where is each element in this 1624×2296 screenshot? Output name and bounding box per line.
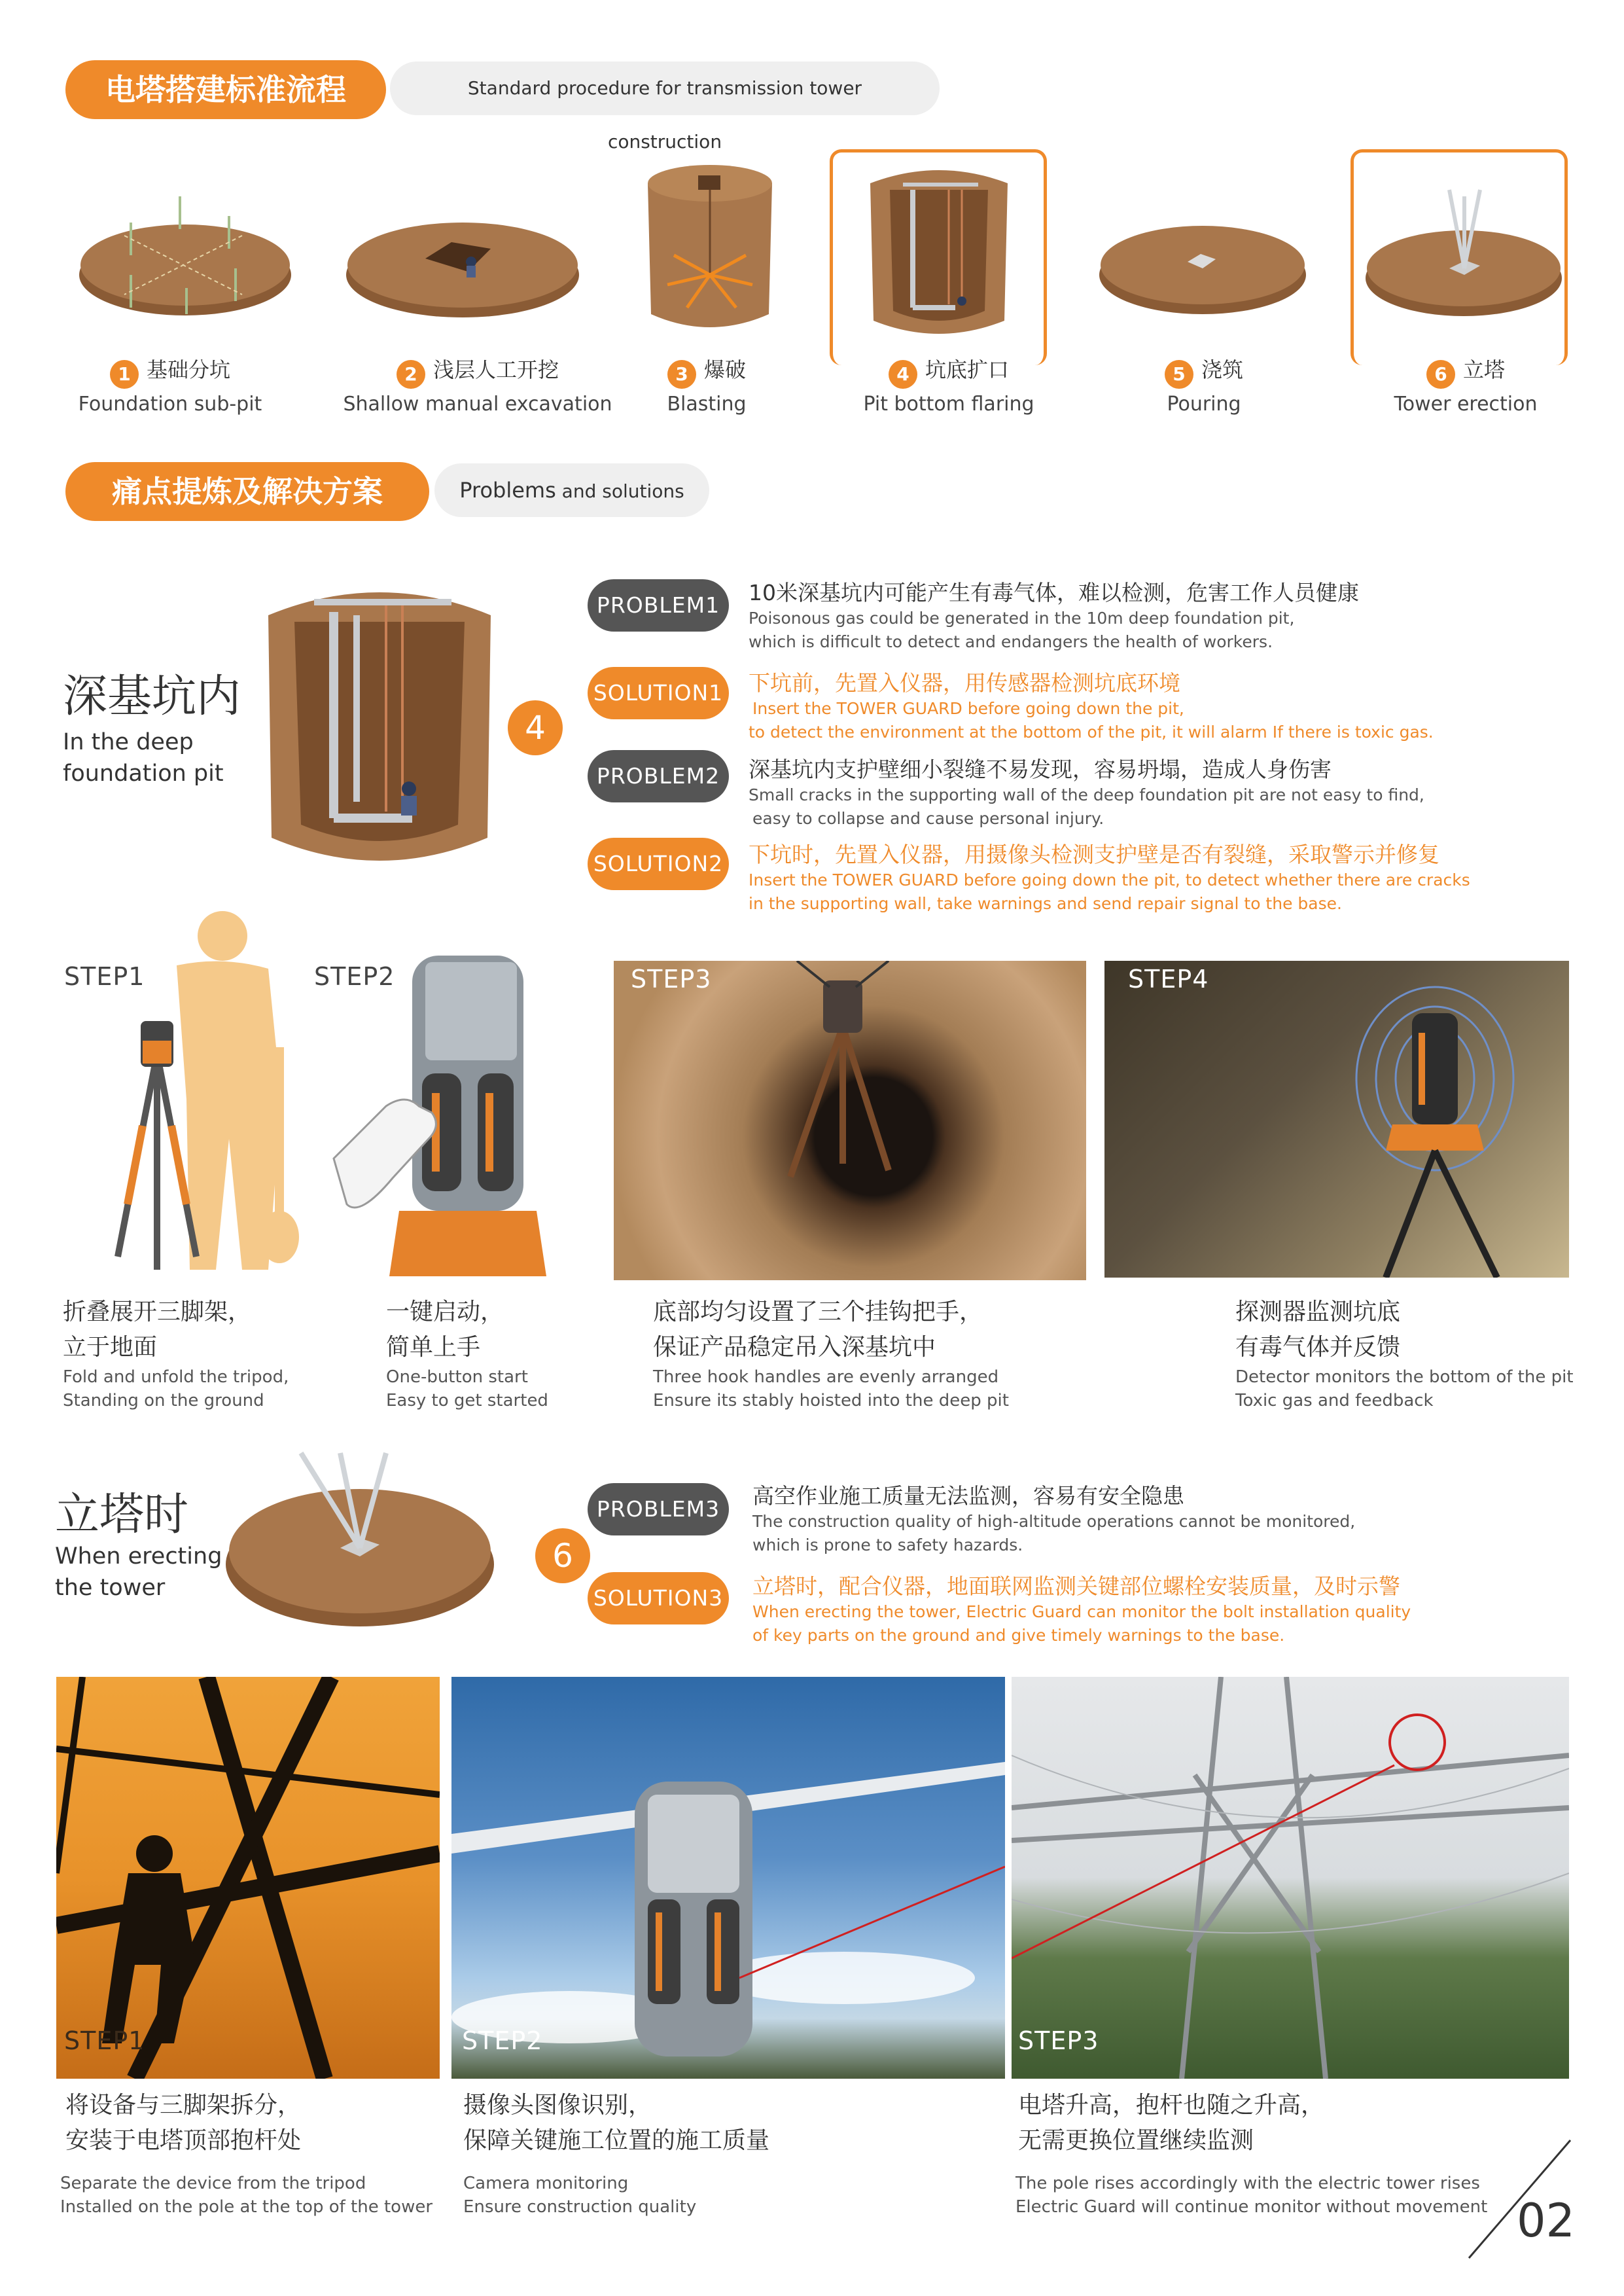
section1-subtitle: Standard procedure for transmission tower construction xyxy=(390,62,940,115)
solution1-tag: SOLUTION1 xyxy=(588,667,729,719)
deep-pit-illustration xyxy=(262,576,497,877)
tower-step2-image xyxy=(451,1677,1005,2079)
pit-step3-label: STEP3 xyxy=(631,965,712,994)
pit-step1-image xyxy=(59,903,321,1276)
page-number: 02 xyxy=(1517,2194,1576,2248)
process-step-4: 4 坑底扩口 Pit bottom flaring xyxy=(818,353,1080,416)
section2-title: 痛点提炼及解决方案 xyxy=(65,462,429,521)
problem1-tag: PROBLEM1 xyxy=(588,579,729,632)
pit-step-number: 4 xyxy=(508,700,563,755)
process-step-label-en: Shallow manual excavation xyxy=(343,392,612,416)
tower-subtitle-1: When erecting xyxy=(55,1543,222,1570)
tower-step1-label: STEP1 xyxy=(64,2026,145,2055)
pit-step1-label: STEP1 xyxy=(64,962,145,991)
tower-step-number: 6 xyxy=(535,1528,590,1583)
process-step-6: 6 立塔 Tower erection xyxy=(1341,353,1590,416)
section2-subtitle: Problems and solutions xyxy=(434,463,709,517)
worker-silhouette-icon xyxy=(59,903,321,1276)
solution2-tag: SOLUTION2 xyxy=(588,838,729,890)
pit-step4-caption: 探测器监测坑底 有毒气体并反馈 Detector monitors the bottom of the pit Toxic gas and feedback xyxy=(1235,1299,1574,1410)
process-step-label-en: Foundation sub-pit xyxy=(78,392,262,416)
tower-step1-caption: 将设备与三脚架拆分， 安装于电塔顶部抱杆处 Separate the device from the tripod Installed on the pole at the top of the tower xyxy=(60,2092,433,2217)
tower-step2-label: STEP2 xyxy=(462,2026,543,2055)
process-step-label-en: Blasting xyxy=(667,392,747,416)
foundation-subpit-illustration xyxy=(79,196,291,315)
pit-step1-caption: 折叠展开三脚架， 立于地面 Fold and unfold the tripod, Standing on the ground xyxy=(63,1299,289,1410)
process-step-label: 浅层人工开挖 xyxy=(432,357,559,382)
solution3-tag: SOLUTION3 xyxy=(588,1572,729,1624)
shallow-excavation-illustration xyxy=(346,223,579,317)
tower-step2-caption: 摄像头图像识别， 保障关键施工位置的施工质量 Camera monitoring Ensure construction quality xyxy=(463,2092,770,2217)
pit-step3-caption: 底部均匀设置了三个挂钩把手， 保证产品稳定吊入深基坑中 Three hook handles are evenly arranged Ensure its stably hoisted into the deep pit xyxy=(653,1299,1009,1410)
process-step-label: 立塔 xyxy=(1462,357,1505,382)
pit-step2-image xyxy=(321,942,556,1276)
camera-device-icon xyxy=(451,1677,1005,2079)
tower-step3-image xyxy=(1012,1677,1569,2079)
tower-subtitle-2: the tower xyxy=(55,1575,166,1601)
pit-step4-label: STEP4 xyxy=(1128,965,1209,994)
power-tower-icon xyxy=(1012,1677,1569,2079)
solution3-text: 立塔时，配合仪器，地面联网监测关键部位螺栓安装质量，及时示警 When erecting the tower, Electric Guard can monitor the bolt installation quality of key parts on the ground and give timely warnings to the base. xyxy=(752,1573,1411,1645)
pouring-illustration xyxy=(1099,226,1306,314)
tower-erection-mound-illustration xyxy=(222,1440,497,1636)
process-step-2: 2 浅层人工开挖 Shallow manual excavation xyxy=(327,353,628,416)
pit-step2-label: STEP2 xyxy=(314,962,395,991)
section1-title: 电塔搭建标准流程 xyxy=(65,60,386,119)
process-step-5: 5 浇筑 Pouring xyxy=(1099,353,1309,416)
process-step-label: 爆破 xyxy=(703,357,746,382)
tower-step1-image xyxy=(56,1677,440,2079)
climber-silhouette-icon xyxy=(56,1677,440,2079)
pit-subtitle-1: In the deep xyxy=(63,729,194,755)
process-step-label: 浇筑 xyxy=(1201,357,1243,382)
tripod-over-hole-icon xyxy=(614,961,1086,1280)
process-step-1: 1 基础分坑 Foundation sub-pit xyxy=(46,353,294,416)
problem3-tag: PROBLEM3 xyxy=(588,1483,729,1535)
problem1-text: 10米深基坑内可能产生有毒气体，难以检测，危害工作人员健康 Poisonous gas could be generated in the 10m deep foundation pit, which is difficult to detect and endangers the health of workers. xyxy=(749,580,1359,651)
tower-title: 立塔时 xyxy=(55,1489,189,1541)
highlight-box-step4 xyxy=(830,149,1047,365)
detector-signal-icon xyxy=(1104,961,1569,1278)
pit-step2-caption: 一键启动， 简单上手 One-button start Easy to get started xyxy=(386,1299,548,1410)
pit-title: 深基坑内 xyxy=(63,671,241,723)
solution2-text: 下坑时，先置入仪器，用摄像头检测支护壁是否有裂缝，采取警示并修复 Insert the TOWER GUARD before going down the pit, to detect whether there are cracks in the supporting wall, take warnings and send repair signal to the base. xyxy=(749,842,1470,913)
tower-step3-caption: 电塔升高，抱杆也随之升高， 无需更换位置继续监测 The pole rises accordingly with the electric tower rises Electric Guard will continue monitor without movement xyxy=(1015,2092,1488,2217)
pit-step3-image xyxy=(614,961,1086,1280)
solution1-text: 下坑前，先置入仪器，用传感器检测坑底环境 Insert the TOWER GUARD before going down the pit, to detect the environment at the bottom of the pit, it will alarm If there is toxic gas. xyxy=(749,670,1434,742)
process-step-label-en: Pouring xyxy=(1167,392,1241,416)
highlight-box-step6 xyxy=(1350,149,1568,365)
tower-step3-label: STEP3 xyxy=(1018,2026,1099,2055)
process-step-label-en: Tower erection xyxy=(1394,392,1538,416)
process-step-label: 基础分坑 xyxy=(146,357,230,382)
problem2-tag: PROBLEM2 xyxy=(588,750,729,802)
problem3-text: 高空作业施工质量无法监测，容易有安全隐患 The construction quality of high-altitude operations cannot be monitored, which is prone to safety hazards. xyxy=(752,1483,1356,1554)
pit-step4-image xyxy=(1104,961,1569,1278)
process-step-label: 坑底扩口 xyxy=(925,357,1009,382)
blasting-illustration xyxy=(648,165,772,327)
process-step-label-en: Pit bottom flaring xyxy=(863,392,1034,416)
pit-subtitle-2: foundation pit xyxy=(63,761,224,787)
process-step-3: 3 爆破 Blasting xyxy=(615,353,798,416)
device-start-icon xyxy=(321,942,556,1276)
problem2-text: 深基坑内支护壁细小裂缝不易发现，容易坍塌，造成人身伤害 Small cracks in the supporting wall of the deep foundation pit are not easy to find, easy to collapse and cause personal injury. xyxy=(749,757,1424,828)
